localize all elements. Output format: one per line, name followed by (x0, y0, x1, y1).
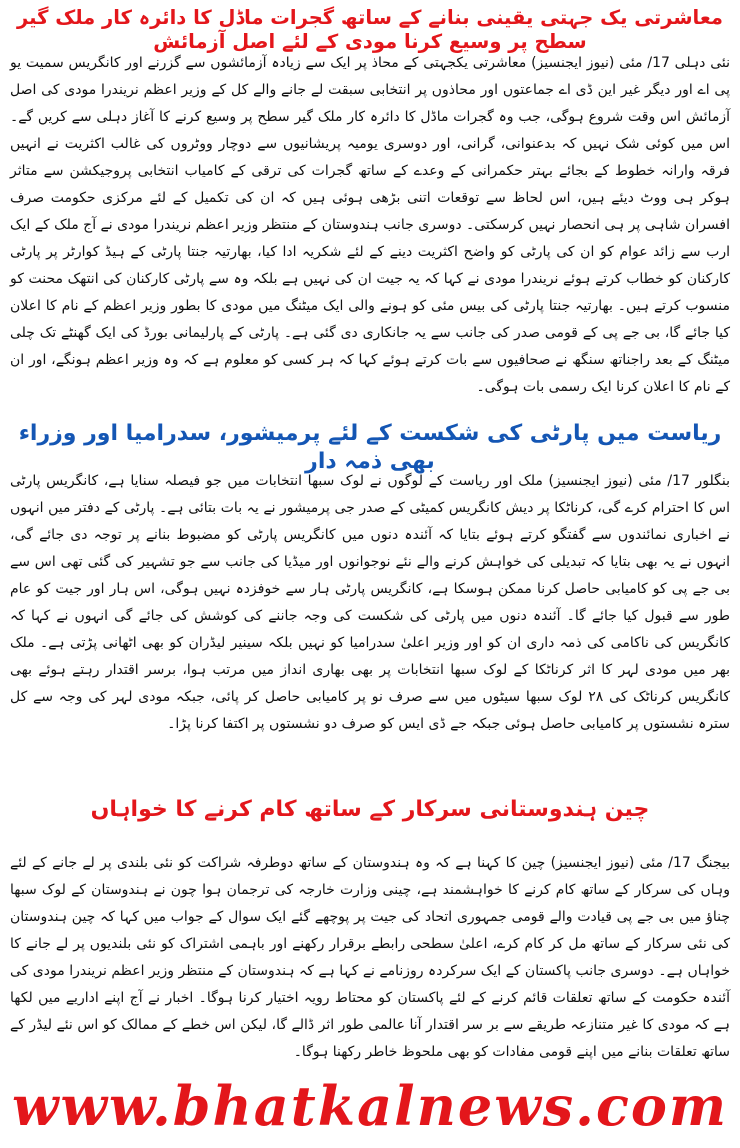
headline-modi-gujarat-model: معاشرتی یک جہتی یقینی بنانے کے ساتھ گجرات ماڈل کا دائرہ کار ملک گیر سطح پر وسیع کرنا مودی کے لئے اصل آزمائش (17, 6, 723, 54)
headline-china-cooperation: چین ہندوستانی سرکار کے ساتھ کام کرنے کا خواہاں (90, 797, 650, 822)
article-body-congress: بنگلور 17/ مئی (نیوز ایجنسیز) ملک اور ریاست کے لوگوں نے لوک سبھا انتخابات میں جو فیصلہ سنایا ہے، کانگریس پارٹی اس کا احترام کرے گی، کرناٹکا پر دیش کانگریس کمیٹی کے صدر جی پرمیشور نے یہ بات بتائی ہے۔ پارٹی کے دفتر میں انہوں نے اخباری نمائندوں سے گفتگو کرتے ہوئے بتایا کہ آئندہ دنوں میں کانگریس پارٹی کو مضبوط بنانے پر توجہ دی جائے گی، انہوں نے یہ بھی بتایا کہ تبدیلی کی خواہش کرنے والے نئے نوجوانوں اور میڈیا کی جانب سے جو تشہیر کی گئی تھی اس سے بی جے پی کو کامیابی حاصل کرنا ممکن ہوسکا ہے، کانگریس پارٹی ہار سے خوفزدہ نہیں ہوگی، اس ہار اور جیت کو عام طور سے قبول کیا جائے گا۔ آئندہ دنوں میں پارٹی کی شکست کی وجہ جاننے کی کوشش کی جائے گی انہوں نے کہا کہ کانگریس کی ناکامی کی ذمہ داری ان کو اور وزیر اعلیٰ سدرامیا کو نہیں بلکہ سینیر لیڈران کو بھی اٹھانی پڑتی ہے۔ ملک بھر میں مودی لہر کا اثر کرناٹکا کے لوک سبھا انتخابات پر بھی بھاری انداز میں مرتب ہوا، برسر اقتدار رہتے ہوئے بھی کانگریس کرناٹک کی ۲۸ لوک سبھا سیٹوں میں سے صرف نو پر کامیابی حاصل کر پائی، جبکہ مودی لہر کی وجہ سے کل سترہ نشستوں پر کامیابی حاصل ہوئی جبکہ جے ڈی ایس کو صرف دو نشستوں پر اکتفا کرنا پڑا۔ (10, 473, 731, 732)
article-body-china: بیجنگ 17/ مئی (نیوز ایجنسیز) چین کا کہنا ہے کہ وہ ہندوستان کے ساتھ دوطرفہ شراکت کو نئی بلندی پر لے جانے کے لئے وہاں کی سرکار کے ساتھ کام کرنے کا خواہشمند ہے، چینی وزارت خارجہ کی ترجمان ہوا چون نے ہندوستان کے لوک سبھا چناؤ میں بی جے پی قیادت والے قومی جمہوری اتحاد کی جیت پر پوچھے گئے ایک سوال کے جواب میں کہا کہ چین ہندوستان کی نئی سرکار کے ساتھ مل کر کام کرے، اعلیٰ سطحی رابطے برقرار رکھنے اور باہمی اشتراک کو نئی بلندیوں پر لے جانے کا خواہاں ہے۔ دوسری جانب پاکستان کے ایک سرکردہ روزنامے نے کہا ہے کہ ہندوستان کے منتظر وزیر اعظم نریندرا مودی کی آئندہ حکومت کے ساتھ تعلقات قائم کرنے کے لئے پاکستان کو محتاط رویہ اختیار کرنا ہوگا۔ اخبار نے آج اپنے اداریے میں لکھا ہے کہ مودی کا غیر متنازعہ طریقے سے بر سر اقتدار آنا عالمی طور اثر ڈالے گا، لیکن اس خطے کے ممالک کو اس نئے لیڈر کے ساتھ تعلقات بنانے میں اپنے قومی مفادات کو بھی ملحوظ خاطر رکھنا ہوگا۔ (10, 855, 730, 1060)
article-body-modi: نئی دہلی 17/ مئی (نیوز ایجنسیز) معاشرتی یکجہتی کے محاذ پر ایک سے زیادہ آزمائشوں سے گزرنے اور کانگریس سمیت یو پی اے اور دیگر غیر این ڈی اے جماعتوں اور محاذوں پر انتخابی سبقت لے جانے والے کل کے وزیر اعظم نریندرا مودی کی اصل آزمائش اس وقت شروع ہوگی، جب وہ گجرات ماڈل کا دائرہ کار ملک گیر سطح پر وسیع کرنے کا آغاز دہلی سے کریں گے۔ اس میں کوئی شک نہیں کہ بدعنوانی، گرانی، اور دوسری یومیہ پریشانیوں سے دوچار ووٹروں کی غالب اکثریت نے انہیں فرقہ وارانہ خطوط کے بجائے بہتر حکمرانی کے وعدے کے ساتھ گجرات کی ترقی کے کامیاب انتخابی پروجیکشن سے متاثر ہوکر ہی ووٹ دیئے ہیں، اس لحاظ سے توقعات اتنی بڑھی ہوئی ہیں کہ ان کی تکمیل کے لئے مرکزی حکومت صرف افسران شاہی پر ہی انحصار نہیں کرسکتی۔ دوسری جانب ہندوستان کے منتظر وزیر اعظم نریندرا مودی نے آج ملک کے ایک ارب سے زائد عوام کو ان کی پارٹی کو واضح اکثریت دینے کے لئے شکریہ ادا کیا، بھارتیہ جنتا پارٹی کے ہیڈ کوارٹر پر پارٹی کارکنان کو خطاب کرتے ہوئے نریندرا مودی نے کہا کہ یہ جیت ان کی نہیں ہے بلکہ وہ سے پارٹی کارکنان کی انتھک محنت کو منسوب کرتے ہیں۔ بھارتیہ جنتا پارٹی کی بیس مئی کو ہونے والی ایک میٹنگ میں مودی کا بطور وزیر اعظم کے نام کا اعلان کیا جائے گا، بی جے پی کے قومی صدر کی جانب سے یہ جانکاری دی گئی ہے۔ پارٹی کے پارلیمانی بورڈ کی ایک گھنٹے تک چلی میٹنگ کے بعد راجناتھ سنگھ نے صحافیوں سے بات کرتے ہوئے کہا کہ ہر کسی کو معلوم ہے کہ وہ وزیر اعظم ہونگے، اور ان کے نام کا اعلان کرنا ایک رسمی بات ہوگی۔ (9, 55, 730, 395)
site-url-watermark: www.bhatkalnews.com (11, 1074, 729, 1138)
headline-congress-defeat: ریاست میں پارٹی کی شکست کے لئے پرمیشور، سدرامیا اور وزراء بھی ذمہ دار (18, 421, 722, 474)
